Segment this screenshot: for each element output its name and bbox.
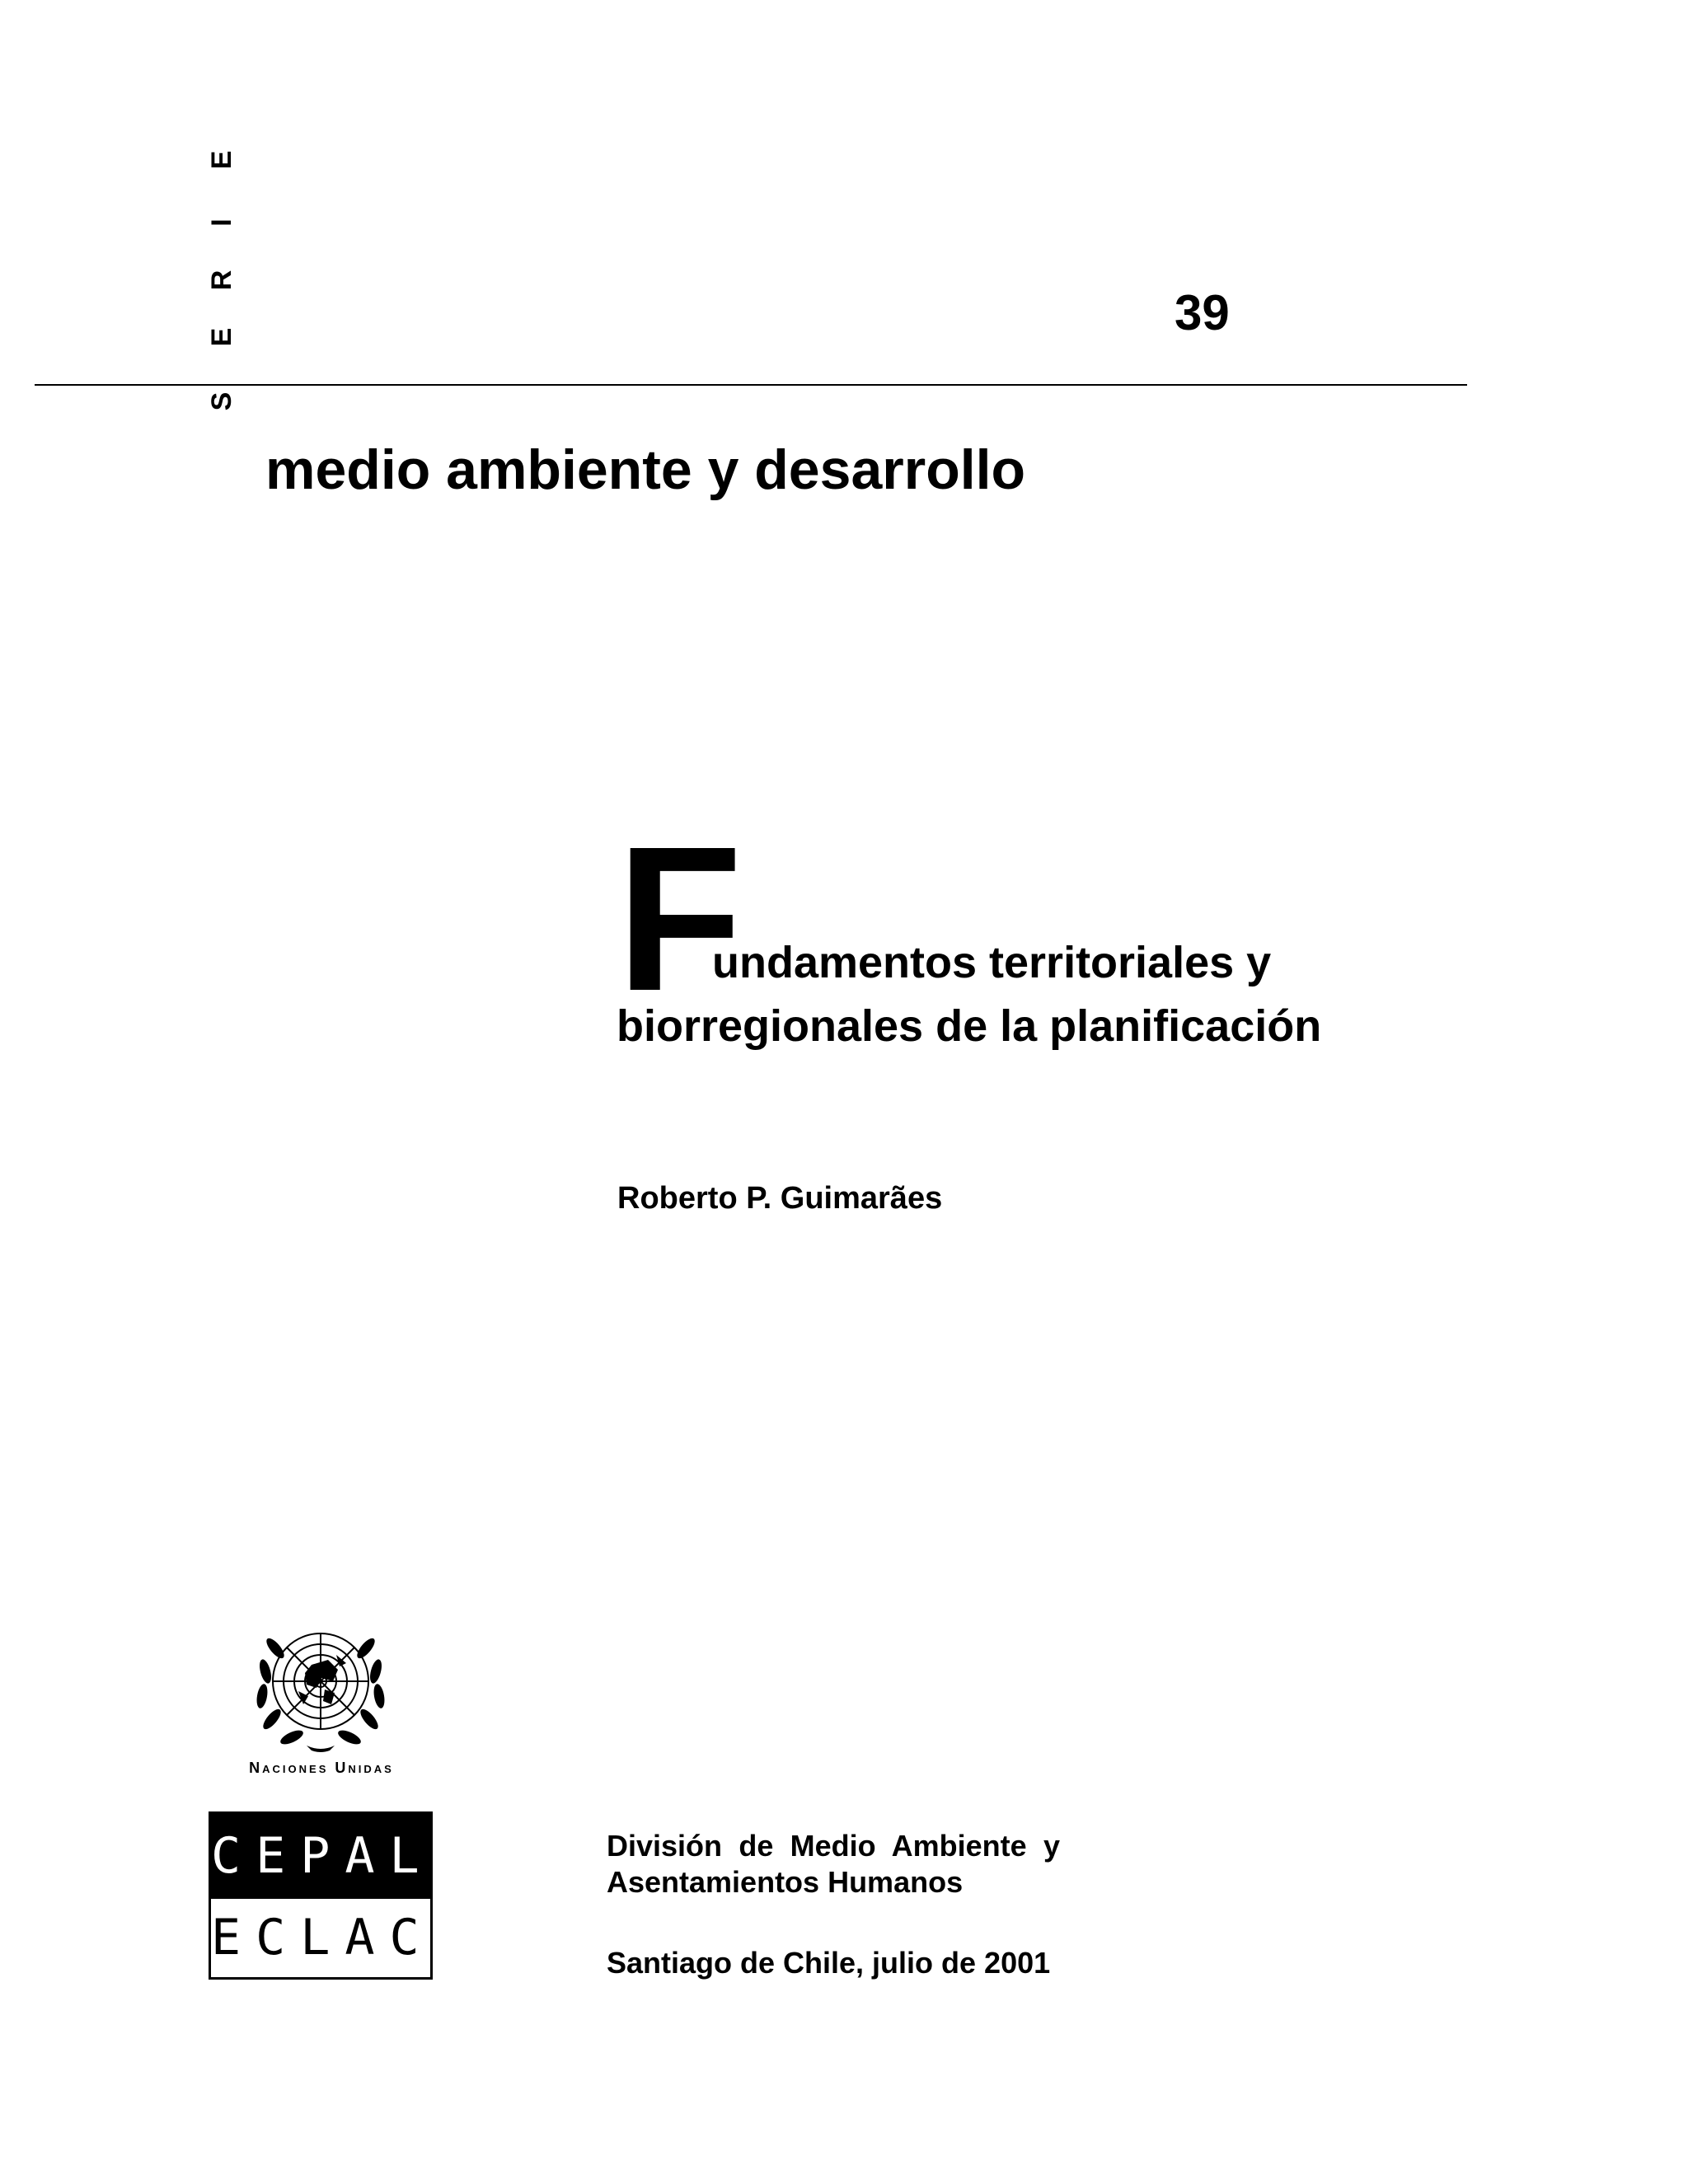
author-name: Roberto P. Guimarães [617, 1181, 943, 1216]
division-name [607, 1828, 1060, 1900]
serie-letter: E [206, 150, 237, 170]
serie-letter: E [206, 327, 237, 347]
division-line2: Asentamientos Humanos [607, 1865, 964, 1899]
title-initial: F [617, 804, 738, 1033]
series-title: medio ambiente y desarrollo [265, 438, 1026, 501]
eclac-logo-text: ECLAC [211, 1909, 434, 1966]
cepal-logo-text: CEPAL [211, 1814, 430, 1899]
document-title-line2: biorregionales de la planificación [617, 1001, 1322, 1051]
cepal-eclac-logo [209, 1811, 433, 1980]
un-name: Naciones Unidas [249, 1760, 394, 1776]
division-line1: División de Medio Ambiente y [607, 1829, 1060, 1863]
series-number: 39 [1175, 285, 1230, 340]
serie-letter: R [206, 269, 237, 291]
un-emblem-icon [247, 1622, 394, 1754]
serie-letter: I [206, 218, 237, 227]
place-date: Santiago de Chile, julio de 2001 [607, 1946, 1051, 1980]
serie-letter: S [206, 391, 237, 411]
header-rule [35, 384, 1467, 386]
document-title-line1: undamentos territoriales y [712, 938, 1272, 987]
